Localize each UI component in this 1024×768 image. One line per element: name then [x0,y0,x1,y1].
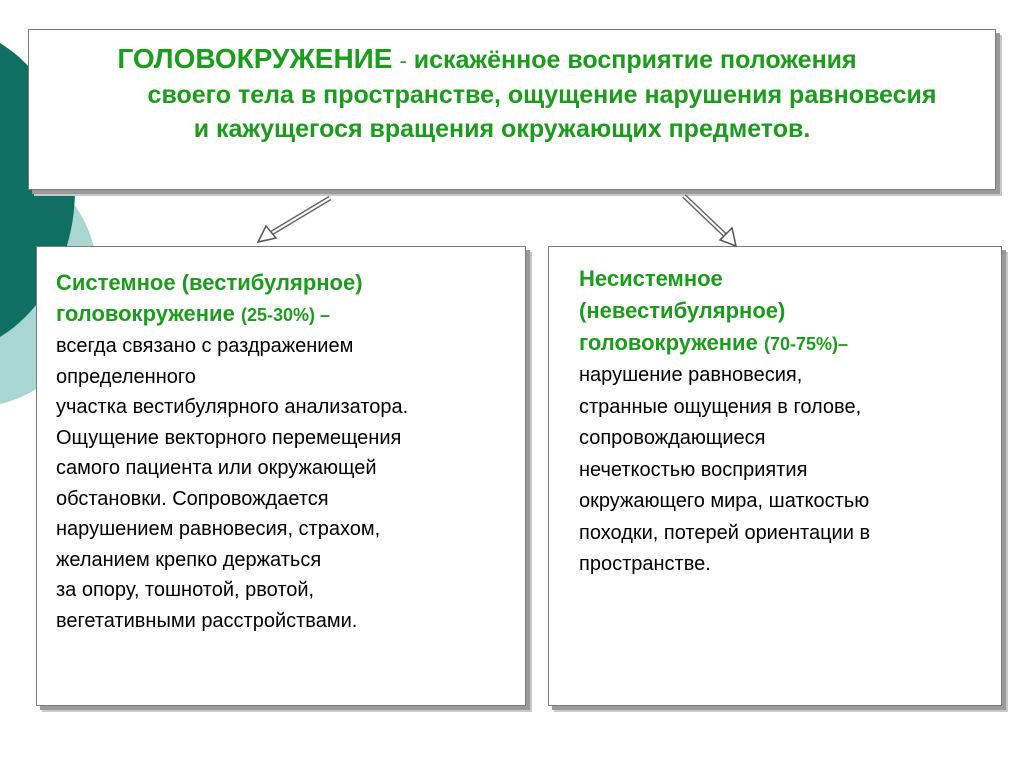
systemic-line-3: участка вестибулярного анализатора. [56,396,409,418]
systemic-line-1: всегда связано с раздражением [56,335,354,357]
arrow-left-icon [258,198,330,242]
nonsystemic-line-4: нечеткостью восприятия [579,458,808,481]
nonsystemic-heading-1: Несистемное [579,266,723,291]
nonsystemic-line-3: сопровождающиеся [579,427,766,449]
systemic-line-8: желанием крепко держаться [56,548,322,571]
systemic-line-9: за опору, тошнотой, рвотой, [56,579,315,601]
systemic-line-6: обстановки. Сопровождается [56,487,329,510]
systemic-percent: (25-30%) – [240,305,330,325]
definition-text-1: искажённое восприятие положения [413,46,857,74]
systemic-heading-term: головокружение [56,301,235,326]
arrow-right-icon [684,196,736,246]
definition-line-1 [0,42,995,78]
definition-line-2: своего тела в пространстве, ощущение нарушения равновесия [147,81,937,109]
nonsystemic-percent: (70-75%)– [763,334,848,354]
systemic-vertigo-box [36,246,526,706]
nonsystemic-line-1: нарушение равновесия, [579,364,803,386]
systemic-line-2: определенного [56,365,196,388]
systemic-line-4: Ощущение векторного перемещения [56,426,402,449]
nonsystemic-heading-2: (невестибулярное) [579,298,786,323]
systemic-line-7: нарушением равновесия, страхом, [56,518,381,540]
nonsystemic-vertigo-box [548,246,1002,706]
nonsystemic-line-7: пространстве. [579,553,711,575]
nonsystemic-heading-3 [579,327,1001,360]
definition-line-3: и кажущегося вращения окружающих предметов. [193,115,811,143]
systemic-line-10: вегетативными расстройствами. [56,609,358,632]
nonsystemic-line-6: походки, потерей ориентации в [579,521,871,544]
nonsystemic-heading-term: головокружение [579,330,758,355]
systemic-heading-2 [56,298,525,331]
definition-box [28,29,996,190]
nonsystemic-line-2: странные ощущения в голове, [579,395,862,418]
definition-term: ГОЛОВОКРУЖЕНИЕ [117,43,393,74]
systemic-line-5: самого пациента или окружающей [56,457,377,479]
systemic-heading-1: Системное (вестибулярное) [56,270,363,295]
nonsystemic-line-5: окружающего мира, шаткостью [579,490,870,512]
definition-dash: - [399,48,407,73]
